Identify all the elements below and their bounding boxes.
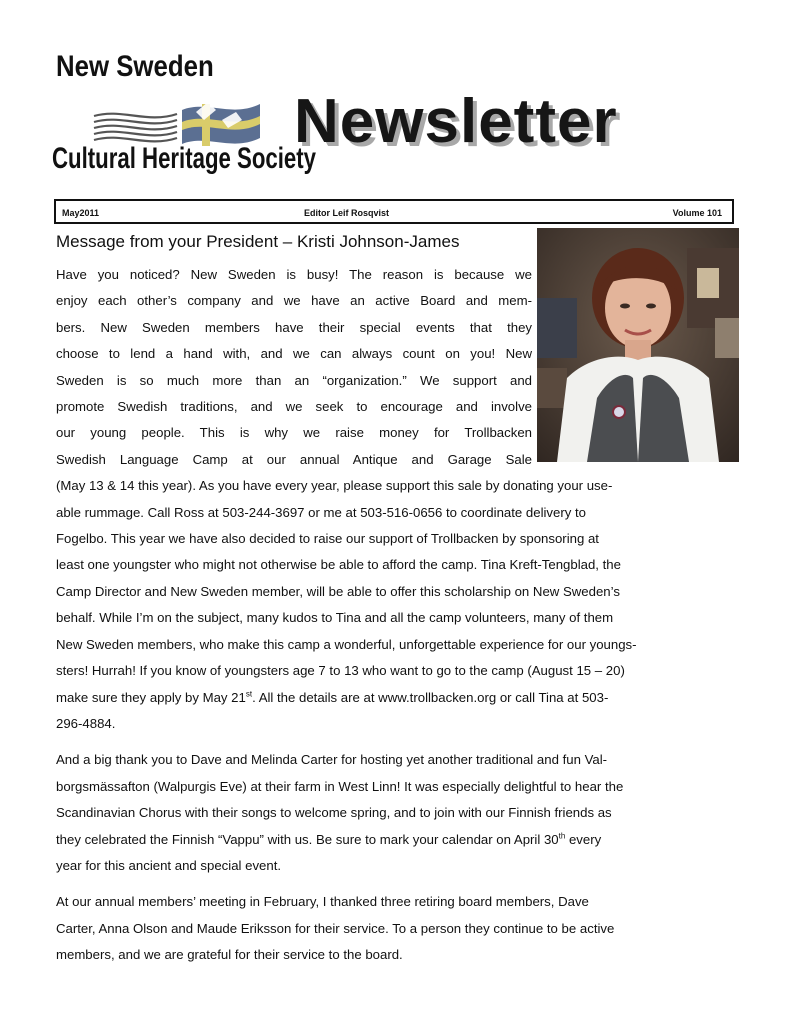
- text-line: year for this ancient and special event.: [56, 857, 282, 873]
- issue-date: May2011: [62, 208, 100, 218]
- text-line: New Sweden members, who make this camp a wonderful, unforgettable experience for our youngs-: [56, 636, 637, 652]
- article-paragraph: [56, 889, 739, 968]
- text-line: At our annual members’ meeting in February, I thanked three retiring board members, Dave: [56, 894, 589, 910]
- society-logo: [52, 50, 317, 192]
- article-body: [56, 262, 739, 979]
- text-line: [56, 827, 739, 853]
- text-line: Swedish Language Camp at our annual Antique and Garage Sale: [56, 451, 532, 467]
- text-line: enjoy each other’s company and we have an active Board and mem-: [56, 293, 532, 309]
- text-line: borgsmässafton (Walpurgis Eve) at their farm in West Linn! It was especially delightful to hear the: [56, 778, 624, 794]
- text-line: Sweden is so much more than an “organization.” We support and: [56, 372, 532, 388]
- editor-name: Editor Leif Rosqvist: [304, 208, 390, 218]
- text-fragment: . All the details are at www.trollbacken.org or call Tina at 503-: [252, 689, 609, 705]
- text-line: bers. New Sweden members have their special events that they: [56, 319, 532, 335]
- ordinal-suffix: st: [245, 689, 253, 699]
- text-line: behalf. While I’m on the subject, many kudos to Tina and all the camp volunteers, many of them: [56, 610, 614, 626]
- text-line: And a big thank you to Dave and Melinda Carter for hosting yet another traditional and fun Val-: [56, 752, 608, 768]
- text-line: Have you noticed? New Sweden is busy! The reason is because we: [56, 267, 532, 282]
- article-headline: Message from your President – Kristi Johnson-James: [56, 232, 460, 251]
- text-line: (May 13 & 14 this year). As you have every year, please support this sale by donating your use-: [56, 478, 613, 494]
- text-fragment: make sure they apply by May 21: [56, 689, 246, 705]
- text-line: promote Swedish traditions, and we seek to encourage and involve: [56, 399, 532, 415]
- text-line: Scandinavian Chorus with their songs to welcome spring, and to join with our Finnish friends as: [56, 805, 612, 821]
- text-line: our young people. This is why we raise money for Trollbacken: [56, 425, 532, 441]
- text-line: members, and we are grateful for their service to the board.: [56, 947, 403, 963]
- logo-line-new-sweden: New Sweden: [56, 50, 214, 83]
- text-line: Carter, Anna Olson and Maude Eriksson for their service. To a person they continue to be active: [56, 920, 615, 936]
- volume-number: Volume 101: [672, 208, 722, 218]
- text-line: 296-4884.: [56, 715, 116, 731]
- text-line: Fogelbo. This year we have also decided to raise our support of Trollbacken by sponsoring at: [56, 531, 599, 547]
- ordinal-suffix: th: [558, 831, 566, 841]
- text-line: able rummage. Call Ross at 503-244-3697 or me at 503-516-0656 to coordinate delivery to: [56, 504, 587, 520]
- text-line: choose to lend a hand with, and we can always count on you! New: [56, 346, 532, 362]
- issue-info-bar: [54, 199, 734, 224]
- article-paragraph: [56, 262, 739, 737]
- text-fragment: every: [565, 831, 602, 847]
- logo-line-cultural-heritage-society: Cultural Heritage Society: [52, 142, 317, 175]
- newsletter-title: Newsletter: [294, 87, 618, 156]
- text-fragment: they celebrated the Finnish “Vappu” with us. Be sure to mark your calendar on April 30: [56, 831, 559, 847]
- text-line: Camp Director and New Sweden member, will be able to offer this scholarship on New Sweden’s: [56, 583, 620, 599]
- text-line: sters! Hurrah! If you know of youngsters age 7 to 13 who want to go to the camp (August 15 – 20): [56, 663, 625, 679]
- article-paragraph: [56, 747, 739, 879]
- text-line: least one youngster who might not otherwise be able to afford the camp. Tina Kreft-Tengblad, the: [56, 557, 621, 573]
- text-line: [56, 685, 739, 711]
